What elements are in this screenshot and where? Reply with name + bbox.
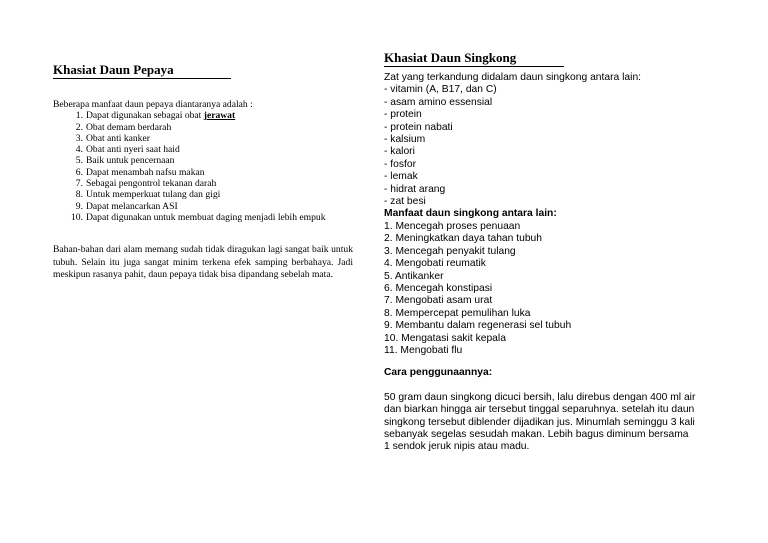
list-text: Obat demam berdarah	[86, 121, 172, 133]
list-item: 5. Antikanker	[384, 270, 444, 282]
pepaya-paragraph: Bahan-bahan dari alam memang sudah tidak diragukan lagi sangat baik untuk tubuh. Selain itu juga sangat minim terkena efek samping berbahaya. Jadi meskipun rasanya pahit, daun pepaya tidak bisa dipandang sebelah mata.	[53, 244, 353, 281]
singkong-intro: Zat yang terkandung didalam daun singkong antara lain:	[384, 72, 642, 83]
list-number: 10.	[71, 211, 83, 223]
list-item: 3. Mencegah penyakit tulang	[384, 245, 516, 257]
usage-line: 1 sendok jeruk nipis atau madu.	[384, 441, 530, 453]
list-number: 6.	[75, 166, 83, 178]
usage-paragraph	[384, 392, 734, 454]
singkong-benefit-list	[384, 221, 734, 357]
list-text: Dapat menambah nafsu makan	[86, 166, 205, 178]
list-item	[53, 155, 353, 166]
list-item	[53, 212, 353, 223]
usage-line: sebanyak segelas sesudah makan. Lebih bagus diminum bersama	[384, 428, 689, 440]
list-item: 2. Meningkatkan daya tahan tubuh	[384, 233, 543, 245]
substance-list	[384, 84, 734, 208]
list-item: - zat besi	[384, 196, 426, 208]
usage-line: dan biarkan hingga air tersebut tinggal separuhnya. setelah itu daun	[384, 404, 695, 416]
list-item	[53, 122, 353, 133]
benefits-heading: Manfaat daun singkong antara lain:	[384, 208, 557, 220]
pepaya-intro: Beberapa manfaat daun pepaya diantaranya adalah :	[53, 99, 253, 110]
list-item: 1. Mencegah proses penuaan	[384, 220, 521, 232]
list-item: 6. Mencegah konstipasi	[384, 282, 493, 294]
list-number: 1.	[75, 110, 83, 122]
usage-heading: Cara penggunaannya:	[384, 367, 493, 379]
list-number: 7.	[75, 178, 83, 190]
list-item: - kalori	[384, 146, 415, 158]
list-number: 2.	[75, 121, 83, 133]
list-item: 11. Mengobati flu	[384, 344, 463, 356]
list-item: 8. Mempercepat pemulihan luka	[384, 307, 531, 319]
list-text: Obat anti nyeri saat haid	[86, 144, 180, 156]
list-text: Obat anti kanker	[86, 132, 150, 144]
list-item	[53, 110, 353, 121]
usage-line: singkong tersebut diblender dijadikan jus. Minumlah seminggu 3 kali	[384, 416, 695, 428]
list-item: - vitamin (A, B17, dan C)	[384, 84, 497, 96]
list-number: 4.	[75, 144, 83, 156]
list-item: - lemak	[384, 171, 418, 183]
list-item: - hidrat arang	[384, 183, 446, 195]
list-item: - fosfor	[384, 158, 417, 170]
list-item: 7. Mengobati asam urat	[384, 295, 493, 307]
list-item: - kalsium	[384, 134, 426, 146]
list-item: - protein nabati	[384, 121, 453, 133]
list-text: Dapat digunakan untuk membuat daging menjadi lebih empuk	[86, 211, 326, 223]
list-item: 10. Mengatasi sakit kepala	[384, 332, 506, 344]
list-item: - protein	[384, 109, 422, 121]
list-number: 3.	[75, 132, 83, 144]
list-item: 4. Mengobati reumatik	[384, 258, 486, 270]
list-text: Baik untuk pencernaan	[86, 155, 175, 167]
list-text: Dapat melancarkan ASI	[86, 200, 178, 212]
list-item	[53, 201, 353, 212]
list-text: Untuk memperkuat tulang dan gigi	[86, 189, 221, 201]
list-item	[53, 189, 353, 200]
list-item	[53, 178, 353, 189]
usage-line: 50 gram daun singkong dicuci bersih, lalu direbus dengan 400 ml air	[384, 391, 696, 403]
list-number: 5.	[75, 155, 83, 167]
list-item: - asam amino essensial	[384, 96, 493, 108]
pepaya-title: Khasiat Daun Pepaya	[53, 62, 231, 79]
list-number: 9.	[75, 200, 83, 212]
emphasis-word: jerawat	[203, 110, 236, 122]
left-column	[53, 62, 353, 282]
right-column	[384, 50, 734, 454]
pepaya-benefit-list	[53, 110, 353, 223]
list-item	[53, 144, 353, 155]
list-text: Sebagai pengontrol tekanan darah	[86, 178, 217, 190]
singkong-title: Khasiat Daun Singkong	[384, 50, 564, 67]
list-number: 8.	[75, 189, 83, 201]
list-text: Dapat digunakan sebagai obat	[86, 110, 204, 122]
list-item	[53, 167, 353, 178]
list-item	[53, 133, 353, 144]
list-item: 9. Membantu dalam regenerasi sel tubuh	[384, 320, 572, 332]
